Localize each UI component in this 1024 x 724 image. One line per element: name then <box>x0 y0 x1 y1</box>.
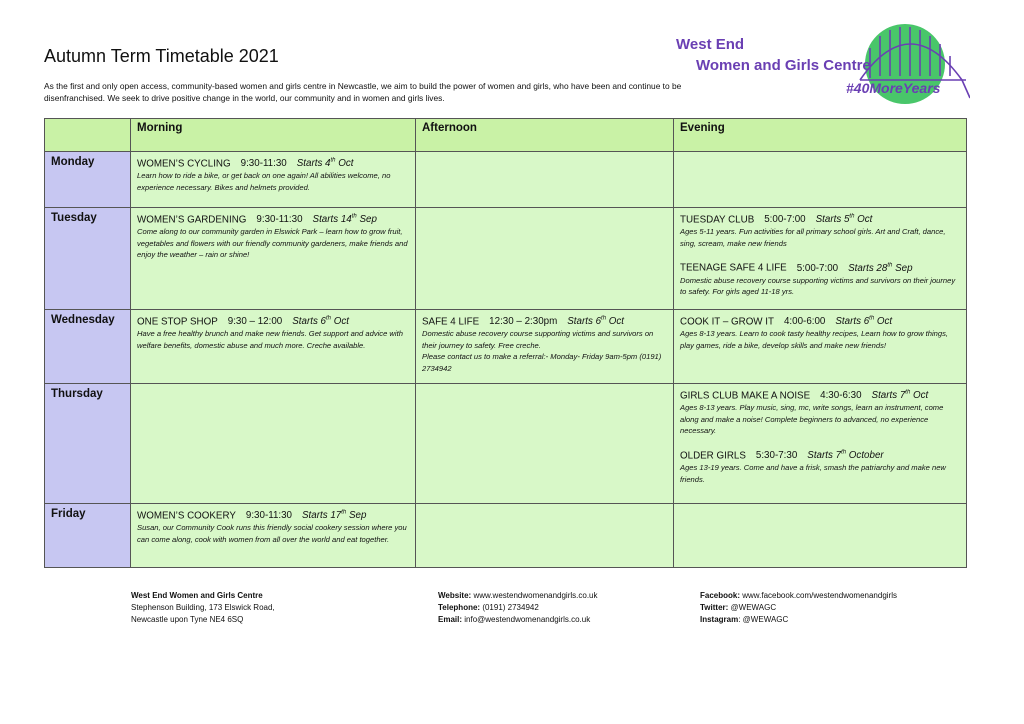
day-label: Monday <box>45 152 131 208</box>
timetable-row <box>45 208 967 310</box>
start-month: Oct <box>335 158 354 170</box>
timetable-row <box>45 384 967 504</box>
activity-time: 9:30-11:30 <box>245 510 293 522</box>
start-month: October <box>846 450 884 462</box>
footer-address <box>131 590 275 626</box>
start-suffix: th <box>341 510 347 516</box>
activity-heading <box>680 211 960 226</box>
footer-twitter-label: Twitter: <box>700 603 729 612</box>
footer-facebook-link[interactable]: www.facebook.com/westendwomenandgirls <box>742 591 897 600</box>
activity-description: Ages 13-19 years. Come and have a frisk, smash the patriarchy and make new friends. <box>680 463 946 484</box>
activity-description: Come along to our community garden in Elswick Park – learn how to grow fruit, vegetables and flowers with our friendly community gardeners, make friends and enjoy the weather – rain or shine! <box>137 227 408 260</box>
centre-logo <box>670 18 970 108</box>
slot-afternoon <box>416 152 674 208</box>
footer-contact <box>438 590 598 626</box>
footer-org-name: West End Women and Girls Centre <box>131 591 263 600</box>
activity <box>137 507 409 545</box>
start-month: Sep <box>346 510 367 522</box>
page-title: Autumn Term Timetable 2021 <box>44 46 279 66</box>
activity-description: Domestic abuse recovery course supporting victims and survivors on their journey to safety. For girls aged 11-18 yrs. <box>680 275 956 297</box>
timetable-row <box>45 152 967 208</box>
footer-email-link[interactable]: info@westendwomenandgirls.co.uk <box>464 615 591 624</box>
start-month: Oct <box>331 316 349 328</box>
slot-morning <box>131 310 416 384</box>
day-label: Friday <box>45 504 131 568</box>
activity-heading <box>680 387 960 402</box>
start-suffix: th <box>905 390 911 396</box>
start-text: Starts 28 <box>848 262 888 274</box>
day-label: Tuesday <box>45 208 131 310</box>
activity-heading <box>680 259 960 274</box>
activity-description: Learn how to ride a bike, or get back on one again! All abilities welcome, no experience necessary. Bikes and helmets provided. <box>137 171 391 192</box>
start-suffix: th <box>869 316 875 322</box>
footer-instagram-link[interactable]: : @WEWAGC <box>738 615 789 624</box>
slot-afternoon <box>416 208 674 310</box>
footer-facebook-label: Facebook: <box>700 591 741 600</box>
activity <box>137 155 409 193</box>
activity-description: Ages 8-13 years. Play music, sing, mc, write songs, learn an instrument, come along and make a noise! Complete beginners to advanced, no experience necessary. <box>680 403 944 436</box>
activity-start <box>807 450 883 461</box>
activity-start <box>292 316 349 327</box>
slot-morning <box>131 384 416 504</box>
timetable-row <box>45 504 967 568</box>
activity-time: 4:30-6:30 <box>820 390 862 402</box>
activity-heading <box>137 155 409 170</box>
start-text: Starts 6 <box>567 316 602 328</box>
activity-name: WOMEN’S CYCLING <box>137 158 231 170</box>
start-suffix: th <box>849 214 855 220</box>
start-text: Starts 14 <box>312 214 352 226</box>
activity <box>680 387 960 437</box>
slot-afternoon <box>416 504 674 568</box>
start-month: Oct <box>606 316 625 328</box>
activity <box>680 259 960 297</box>
header-afternoon: Afternoon <box>416 119 674 152</box>
logo-line-2: Women and Girls Centre <box>696 57 871 74</box>
activity-referral: Please contact us to make a referral:- Monday- Friday 9am-5pm (0191) 2734942 <box>422 352 662 373</box>
activity-description: Susan, our Community Cook runs this friendly social cookery session where you can come along, cook with women from all over the world and eat together. <box>137 523 407 544</box>
activity-description: Domestic abuse recovery course supporting victims and survivors on their journey to safety. Free creche. <box>422 329 654 350</box>
slot-morning <box>131 208 416 310</box>
start-text: Starts 6 <box>292 316 327 328</box>
start-text: Starts 7 <box>871 390 906 402</box>
slot-morning <box>131 504 416 568</box>
activity <box>680 313 960 351</box>
activity-time: 5:00-7:00 <box>796 262 839 274</box>
activity-start <box>313 214 377 225</box>
activity-name: GIRLS CLUB MAKE A NOISE <box>680 390 811 402</box>
activity-name: SAFE 4 LIFE <box>422 316 480 328</box>
logo-line-1: West End <box>676 36 745 53</box>
footer-address-line-2: Newcastle upon Tyne NE4 6SQ <box>131 615 244 624</box>
start-month: Oct <box>874 316 893 328</box>
activity-description: Ages 8-13 years. Learn to cook tasty healthy recipes, Learn how to grow things, play games, ride a bike, develop skills and make new friends! <box>680 329 949 350</box>
activity-start <box>567 316 624 327</box>
activity <box>422 313 667 374</box>
activity-name: COOK IT – GROW IT <box>680 316 774 328</box>
timetable-row <box>45 310 967 384</box>
activity-name: OLDER GIRLS <box>680 450 746 462</box>
start-text: Starts 17 <box>302 510 342 522</box>
timetable-header-row <box>45 119 967 152</box>
activity-name: WOMEN’S COOKERY <box>137 510 236 522</box>
activity-time: 9:30-11:30 <box>240 158 287 170</box>
activity-time: 9:30 – 12:00 <box>227 316 283 328</box>
activity-heading <box>137 211 409 226</box>
activity-heading <box>137 507 409 522</box>
start-month: Sep <box>356 214 377 226</box>
header-corner <box>45 119 131 152</box>
activity-start <box>816 214 873 225</box>
header-evening: Evening <box>674 119 967 152</box>
activity-name: TUESDAY CLUB <box>680 214 755 226</box>
start-text: Starts 4 <box>296 158 331 170</box>
start-suffix: th <box>887 262 893 269</box>
activity-heading <box>137 313 409 328</box>
activity-time: 4:00-6:00 <box>783 316 826 328</box>
slot-afternoon <box>416 310 674 384</box>
slot-evening <box>674 208 967 310</box>
activity-time: 5:30-7:30 <box>755 450 798 462</box>
footer-website-link[interactable]: www.westendwomenandgirls.co.uk <box>473 591 598 600</box>
footer-social <box>700 590 897 626</box>
start-month: Oct <box>910 390 929 402</box>
activity-start <box>835 316 892 327</box>
footer-address-line-1: Stephenson Building, 173 Elswick Road, <box>131 603 275 612</box>
activity-name: WOMEN’S GARDENING <box>137 214 247 226</box>
footer-twitter-link[interactable]: @WEWAGC <box>730 603 777 612</box>
intro-text: As the first and only open access, community-based women and girls centre in Newcastle, we aim to build the power of women and girls, who have been and continue to be disenfranchised. We seek to drive positive change in the world, our community and in women and girls lives. <box>44 81 682 103</box>
start-suffix: th <box>351 214 357 220</box>
activity-heading <box>680 313 960 328</box>
activity-heading <box>422 313 667 328</box>
start-suffix: th <box>841 449 847 456</box>
activity-time: 9:30-11:30 <box>256 214 303 226</box>
start-text: Starts 6 <box>835 316 870 328</box>
slot-evening <box>674 310 967 384</box>
activity <box>137 313 409 351</box>
activity <box>137 211 409 261</box>
logo-hashtag: #40MoreYears <box>846 80 941 96</box>
slot-evening <box>674 504 967 568</box>
slot-evening <box>674 152 967 208</box>
activity <box>680 211 960 249</box>
start-suffix: th <box>601 316 607 322</box>
activity-time: 12:30 – 2:30pm <box>489 316 558 328</box>
activity-start <box>872 390 929 401</box>
slot-afternoon <box>416 384 674 504</box>
header-morning: Morning <box>131 119 416 152</box>
slot-evening <box>674 384 967 504</box>
activity-time: 5:00-7:00 <box>764 214 806 226</box>
start-suffix: th <box>330 158 336 164</box>
footer-telephone: (0191) 2734942 <box>482 603 539 612</box>
activity-start <box>297 158 354 169</box>
day-label: Wednesday <box>45 310 131 384</box>
activity-heading <box>680 447 960 462</box>
activity <box>680 447 960 485</box>
day-label: Thursday <box>45 384 131 504</box>
timetable <box>44 118 967 568</box>
footer-website-label: Website: <box>438 591 472 600</box>
activity-name: TEENAGE SAFE 4 LIFE <box>680 262 787 274</box>
footer-email-label: Email: <box>438 615 463 624</box>
activity-description: Ages 5-11 years. Fun activities for all primary school girls. Art and Craft, dance, sing, scream, make new friends <box>680 227 946 248</box>
start-text: Starts 7 <box>807 450 842 462</box>
activity-name: ONE STOP SHOP <box>137 316 218 328</box>
footer-instagram-label: Instagram <box>700 615 739 624</box>
slot-morning <box>131 152 416 208</box>
start-month: Oct <box>854 214 873 226</box>
footer-telephone-label: Telephone: <box>438 603 481 612</box>
activity-description: Have a free healthy brunch and make new friends. Get support and advice with welfare benefits, domestic abuse and much more. Creche available. <box>137 329 403 350</box>
activity-start <box>302 510 366 521</box>
start-text: Starts 5 <box>815 214 850 226</box>
start-suffix: th <box>326 316 332 322</box>
start-month: Sep <box>892 262 913 274</box>
activity-start <box>848 263 912 274</box>
